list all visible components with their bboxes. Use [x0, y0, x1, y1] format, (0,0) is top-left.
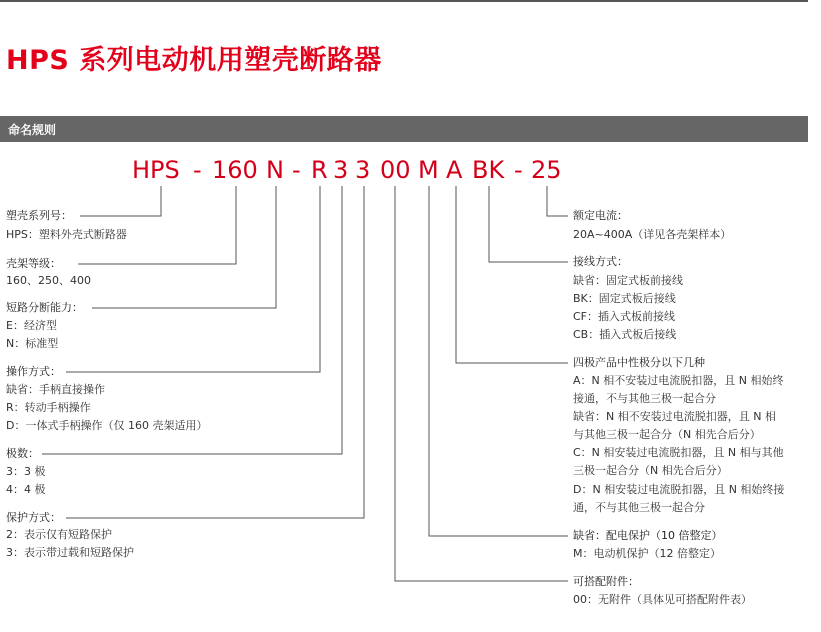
group-line: 3：表示带过载和短路保护: [6, 546, 134, 559]
leader-neutral: [456, 186, 568, 363]
group-line: 接通，不与其他三极一起合分: [573, 392, 716, 405]
group-heading: 壳架等级：: [6, 257, 61, 270]
group-line: C：N 相安装过电流脱扣器，且 N 相与其他: [573, 446, 784, 459]
group-line: 缺省：N 相不安装过电流脱扣器，且 N 相: [573, 410, 776, 423]
group-line: 160、250、400: [6, 274, 91, 287]
code-operation: R: [311, 156, 328, 184]
group-line: CB：插入式板后接线: [573, 328, 677, 341]
code-dash-2: -: [292, 156, 301, 184]
code-frame: 160: [212, 156, 258, 184]
group-line: A：N 相不安装过电流脱扣器，且 N 相始终: [573, 374, 784, 387]
code-application: M: [418, 156, 439, 184]
code-series: HPS: [132, 156, 180, 184]
group-line: CF：插入式板前接线: [573, 310, 676, 323]
group-line: E：经济型: [6, 319, 57, 332]
code-breaking-capacity: N: [266, 156, 284, 184]
leader-application: [429, 186, 568, 536]
group-line: 3：3 极: [6, 465, 46, 478]
code-connection: BK: [472, 156, 505, 184]
group-line: 缺省：固定式板前接线: [573, 274, 683, 287]
group-line: 三极一起合分（N 相先合后分）: [573, 464, 728, 477]
group-line: D：N 相安装过电流脱扣器，且 N 相始终接: [573, 483, 785, 496]
group-line: N：标准型: [6, 337, 59, 350]
code-accessories: 00: [380, 156, 411, 184]
code-dash-3: -: [514, 156, 523, 184]
group-line: M：电动机保护（12 倍整定）: [573, 547, 721, 560]
group-heading: 额定电流：: [573, 209, 628, 222]
code-protection: 3: [355, 156, 371, 184]
group-heading: 短路分断能力：: [6, 301, 83, 314]
leader-connection: [489, 186, 568, 262]
group-line: HPS：塑料外壳式断路器: [6, 228, 127, 241]
section-header: 命名规则: [8, 123, 57, 137]
group-line: 4：4 极: [6, 483, 46, 496]
group-line: 通，不与其他三极一起合分: [573, 501, 705, 514]
group-line: BK：固定式板后接线: [573, 292, 676, 305]
group-heading: 缺省：配电保护（10 倍整定）: [573, 529, 723, 542]
leader-accessories: [395, 186, 568, 581]
code-poles: 3: [333, 156, 349, 184]
group-heading: 塑壳系列号：: [6, 209, 72, 222]
group-line: D：一体式手柄操作（仅 160 壳架适用）: [6, 419, 208, 432]
group-heading: 保护方式：: [6, 511, 61, 524]
group-heading: 可搭配附件：: [573, 575, 639, 588]
code-dash-1: -: [193, 156, 202, 184]
group-heading: 四极产品中性极分以下几种: [573, 356, 705, 369]
leader-rated-current: [547, 186, 568, 216]
group-line: 2：表示仅有短路保护: [6, 528, 112, 541]
leader-operation: [66, 186, 320, 372]
group-line: 20A~400A（详见各壳架样本）: [573, 228, 732, 241]
group-line: 00：无附件（具体见可搭配附件表）: [573, 593, 752, 606]
group-line: R：转动手柄操作: [6, 401, 91, 414]
group-line: 缺省：手柄直接操作: [6, 383, 105, 396]
group-heading: 接线方式：: [573, 255, 628, 268]
group-line: 与其他三极一起合分（N 相先合后分）: [573, 428, 761, 441]
code-neutral: A: [446, 156, 463, 184]
leader-breaking: [92, 186, 276, 308]
leader-frame: [78, 186, 236, 264]
group-heading: 极数：: [6, 447, 39, 460]
page-title: HPS 系列电动机用塑壳断路器: [6, 45, 382, 76]
code-rated-current: 25: [531, 156, 562, 184]
leader-series: [80, 186, 161, 216]
group-heading: 操作方式：: [6, 365, 61, 378]
